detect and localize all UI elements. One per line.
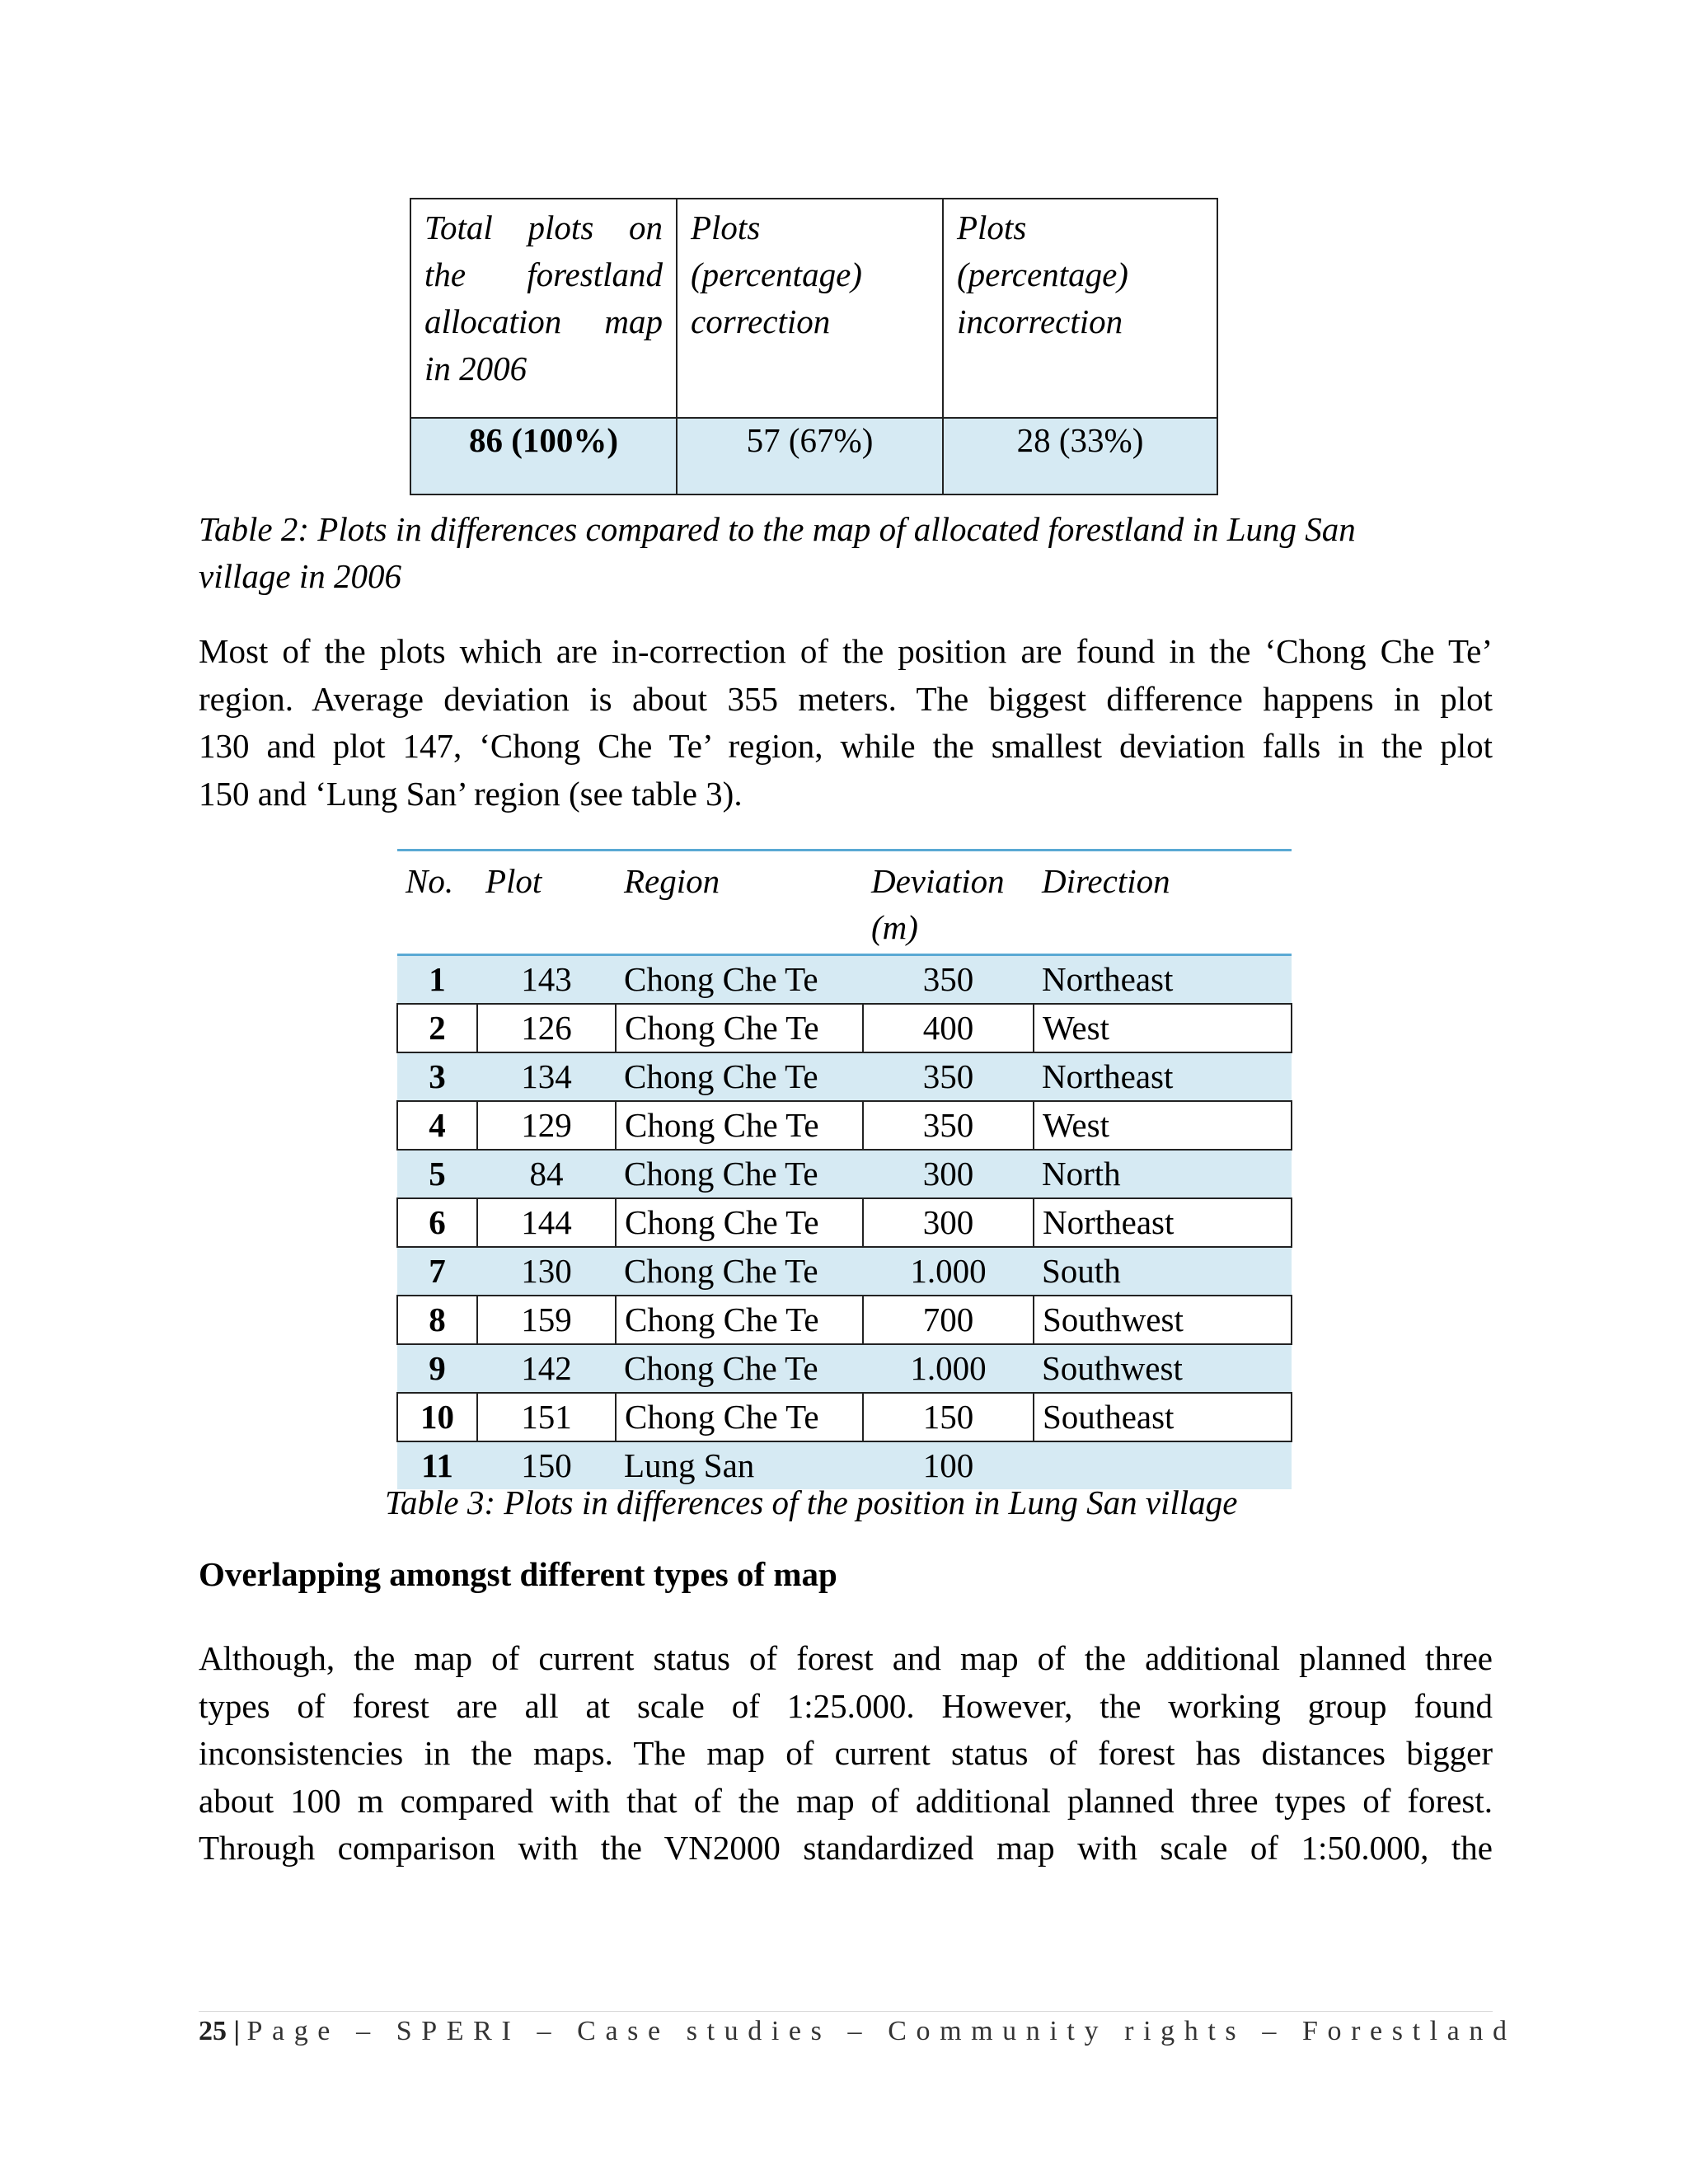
cell-region: Chong Che Te <box>616 1393 863 1441</box>
header-line: (percentage) <box>957 255 1128 293</box>
cell-direction: West <box>1034 1101 1292 1150</box>
table3-header-deviation: Deviation (m) <box>871 862 1005 946</box>
caption-line: Table 2: Plots in differences compared to the map of allocated forestland in Lung San <box>199 510 1356 548</box>
table2-cell-incorrection: 28 (33%) <box>943 418 1217 494</box>
cell-direction: West <box>1034 1004 1292 1052</box>
page-number: 25 <box>199 2016 227 2046</box>
table-row <box>397 1052 1292 1101</box>
cell-plot: 151 <box>477 1393 616 1441</box>
paragraph-line: Most of the plots which are in-correction of the position are found in the ‘Chong Che Te’ <box>199 632 1493 670</box>
cell-deviation: 400 <box>863 1004 1034 1052</box>
cell-plot: 134 <box>477 1052 616 1101</box>
cell-deviation: 150 <box>863 1393 1034 1441</box>
cell-region: Chong Che Te <box>616 1198 863 1247</box>
table-row <box>397 955 1292 1005</box>
header-line: Plots <box>957 209 1027 246</box>
cell-region: Chong Che Te <box>616 1247 863 1296</box>
table3-header-row <box>397 851 1292 955</box>
cell-region: Chong Che Te <box>616 1150 863 1198</box>
paragraph-line: Although, the map of current status of forest and map of the additional planned three <box>199 1639 1493 1677</box>
cell-deviation: 300 <box>863 1198 1034 1247</box>
cell-direction: Northeast <box>1034 955 1292 1005</box>
table2-caption <box>199 506 1493 600</box>
footer-separator: | <box>233 2016 240 2046</box>
table3-header-direction: Direction <box>1042 862 1170 900</box>
cell-direction: South <box>1034 1247 1292 1296</box>
cell-deviation: 350 <box>863 1101 1034 1150</box>
header-line: (percentage) <box>691 255 862 293</box>
cell-no: 3 <box>397 1052 477 1101</box>
table-row <box>397 1344 1292 1393</box>
cell-deviation: 100 <box>863 1441 1034 1489</box>
cell-plot: 129 <box>477 1101 616 1150</box>
header-line: Total plots on <box>424 209 663 246</box>
table-3 <box>396 849 1292 1489</box>
cell-region: Chong Che Te <box>616 1296 863 1344</box>
cell-plot: 84 <box>477 1150 616 1198</box>
table-row <box>397 1393 1292 1441</box>
header-line: incorrection <box>957 302 1123 340</box>
table-row <box>397 1296 1292 1344</box>
footer-text: Page – SPERI – Case studies – Community rights – Forestland <box>246 2016 1517 2046</box>
table-row <box>397 1004 1292 1052</box>
table3-header-plot: Plot <box>485 862 542 900</box>
table-row <box>397 1150 1292 1198</box>
section-heading: Overlapping amongst different types of map <box>199 1555 837 1593</box>
cell-plot: 130 <box>477 1247 616 1296</box>
cell-direction: Northeast <box>1034 1052 1292 1101</box>
paragraph-1 <box>199 628 1493 818</box>
header-line: in 2006 <box>424 349 528 387</box>
cell-plot: 126 <box>477 1004 616 1052</box>
cell-no: 8 <box>397 1296 477 1344</box>
paragraph-line: about 100 m compared with that of the map of additional planned three types of forest. <box>199 1781 1493 1820</box>
cell-region: Chong Che Te <box>616 1101 863 1150</box>
table2-header-correction <box>677 199 943 418</box>
paragraph-line: 150 and ‘Lung San’ region (see table 3). <box>199 774 743 813</box>
cell-region: Lung San <box>616 1441 863 1489</box>
cell-no: 9 <box>397 1344 477 1393</box>
header-line: allocation map <box>424 302 663 340</box>
cell-region: Chong Che Te <box>616 1052 863 1101</box>
cell-direction: Northeast <box>1034 1198 1292 1247</box>
table-2 <box>410 198 1218 495</box>
cell-no: 1 <box>397 955 477 1005</box>
table3-caption: Table 3: Plots in differences of the position in Lung San village <box>385 1483 1238 1521</box>
cell-deviation: 1.000 <box>863 1344 1034 1393</box>
table3-header-region: Region <box>624 862 720 900</box>
page-footer <box>199 2016 1517 2047</box>
caption-line: village in 2006 <box>199 557 401 595</box>
cell-deviation: 1.000 <box>863 1247 1034 1296</box>
cell-plot: 143 <box>477 955 616 1005</box>
cell-no: 11 <box>397 1441 477 1489</box>
cell-no: 7 <box>397 1247 477 1296</box>
table-row <box>397 1101 1292 1150</box>
cell-direction: Southwest <box>1034 1344 1292 1393</box>
cell-deviation: 700 <box>863 1296 1034 1344</box>
cell-direction: North <box>1034 1150 1292 1198</box>
table-row <box>397 1198 1292 1247</box>
table3-header-no: No. <box>406 862 454 900</box>
cell-region: Chong Che Te <box>616 1344 863 1393</box>
table-row <box>397 1247 1292 1296</box>
cell-no: 2 <box>397 1004 477 1052</box>
table2-header-incorrection <box>943 199 1217 418</box>
cell-no: 4 <box>397 1101 477 1150</box>
header-line: correction <box>691 302 831 340</box>
cell-deviation: 350 <box>863 955 1034 1005</box>
paragraph-line: 130 and plot 147, ‘Chong Che Te’ region, while the smallest deviation falls in the plot <box>199 727 1493 765</box>
table2-cell-total: 86 (100%) <box>410 418 677 494</box>
cell-no: 6 <box>397 1198 477 1247</box>
cell-no: 10 <box>397 1393 477 1441</box>
paragraph-line: inconsistencies in the maps. The map of current status of forest has distances bigger <box>199 1734 1493 1772</box>
cell-no: 5 <box>397 1150 477 1198</box>
paragraph-line: region. Average deviation is about 355 meters. The biggest difference happens in plot <box>199 679 1493 718</box>
cell-plot: 159 <box>477 1296 616 1344</box>
paragraph-2 <box>199 1635 1493 1872</box>
cell-region: Chong Che Te <box>616 1004 863 1052</box>
header-line: the forestland <box>424 255 663 293</box>
cell-deviation: 350 <box>863 1052 1034 1101</box>
paragraph-line: Through comparison with the VN2000 standardized map with scale of 1:50.000, the <box>199 1829 1493 1867</box>
paragraph-line: types of forest are all at scale of 1:25.000. However, the working group found <box>199 1686 1493 1725</box>
cell-direction: Southeast <box>1034 1393 1292 1441</box>
table2-cell-correction: 57 (67%) <box>677 418 943 494</box>
cell-plot: 142 <box>477 1344 616 1393</box>
header-line: Plots <box>691 209 761 246</box>
table2-header-total <box>410 199 677 418</box>
cell-direction: Southwest <box>1034 1296 1292 1344</box>
cell-plot: 150 <box>477 1441 616 1489</box>
cell-region: Chong Che Te <box>616 955 863 1005</box>
footer-divider <box>199 2011 1493 2012</box>
cell-deviation: 300 <box>863 1150 1034 1198</box>
cell-plot: 144 <box>477 1198 616 1247</box>
